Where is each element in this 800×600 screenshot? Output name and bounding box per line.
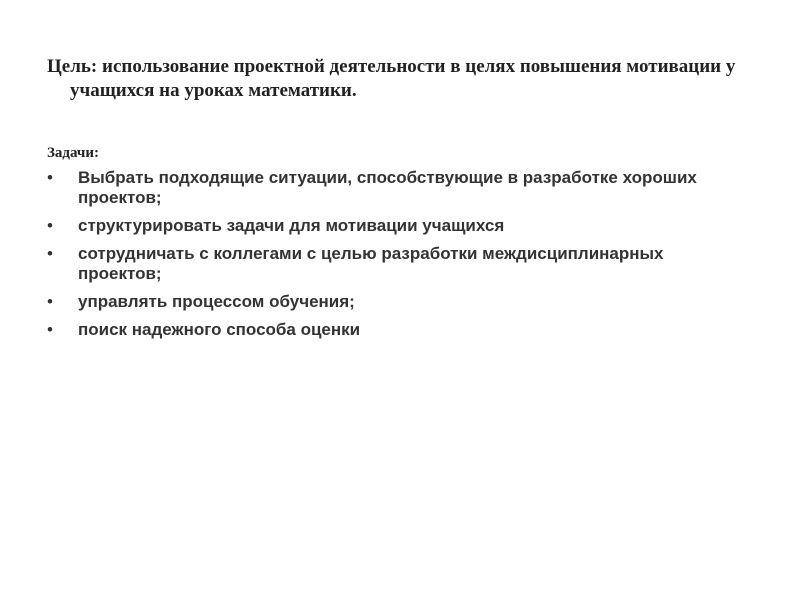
- bullet-icon: •: [47, 216, 53, 235]
- bullet-icon: •: [47, 168, 53, 187]
- task-item: [47, 292, 747, 312]
- tasks-heading: Задачи:: [47, 145, 100, 161]
- task-item: [47, 320, 747, 340]
- task-text: управлять процессом обучения;: [78, 292, 355, 311]
- task-item: [47, 168, 747, 208]
- task-text: поиск надежного способа оценки: [78, 320, 361, 339]
- task-text: Выбрать подходящие ситуации, способствующие в разработке хороших проектов;: [78, 168, 697, 207]
- bullet-icon: •: [47, 320, 53, 339]
- task-item: [47, 216, 747, 236]
- goal-text: Цель: использование проектной деятельности в целях повышения мотивации у учащихся на уроках математики.: [47, 56, 736, 101]
- bullet-icon: •: [47, 292, 53, 311]
- bullet-icon: •: [47, 244, 53, 263]
- task-text: структурировать задачи для мотивации учащихся: [78, 216, 505, 235]
- task-text: сотрудничать с коллегами с целью разработки междисциплинарных проектов;: [78, 244, 664, 283]
- tasks-list: [47, 168, 747, 348]
- task-item: [47, 244, 747, 284]
